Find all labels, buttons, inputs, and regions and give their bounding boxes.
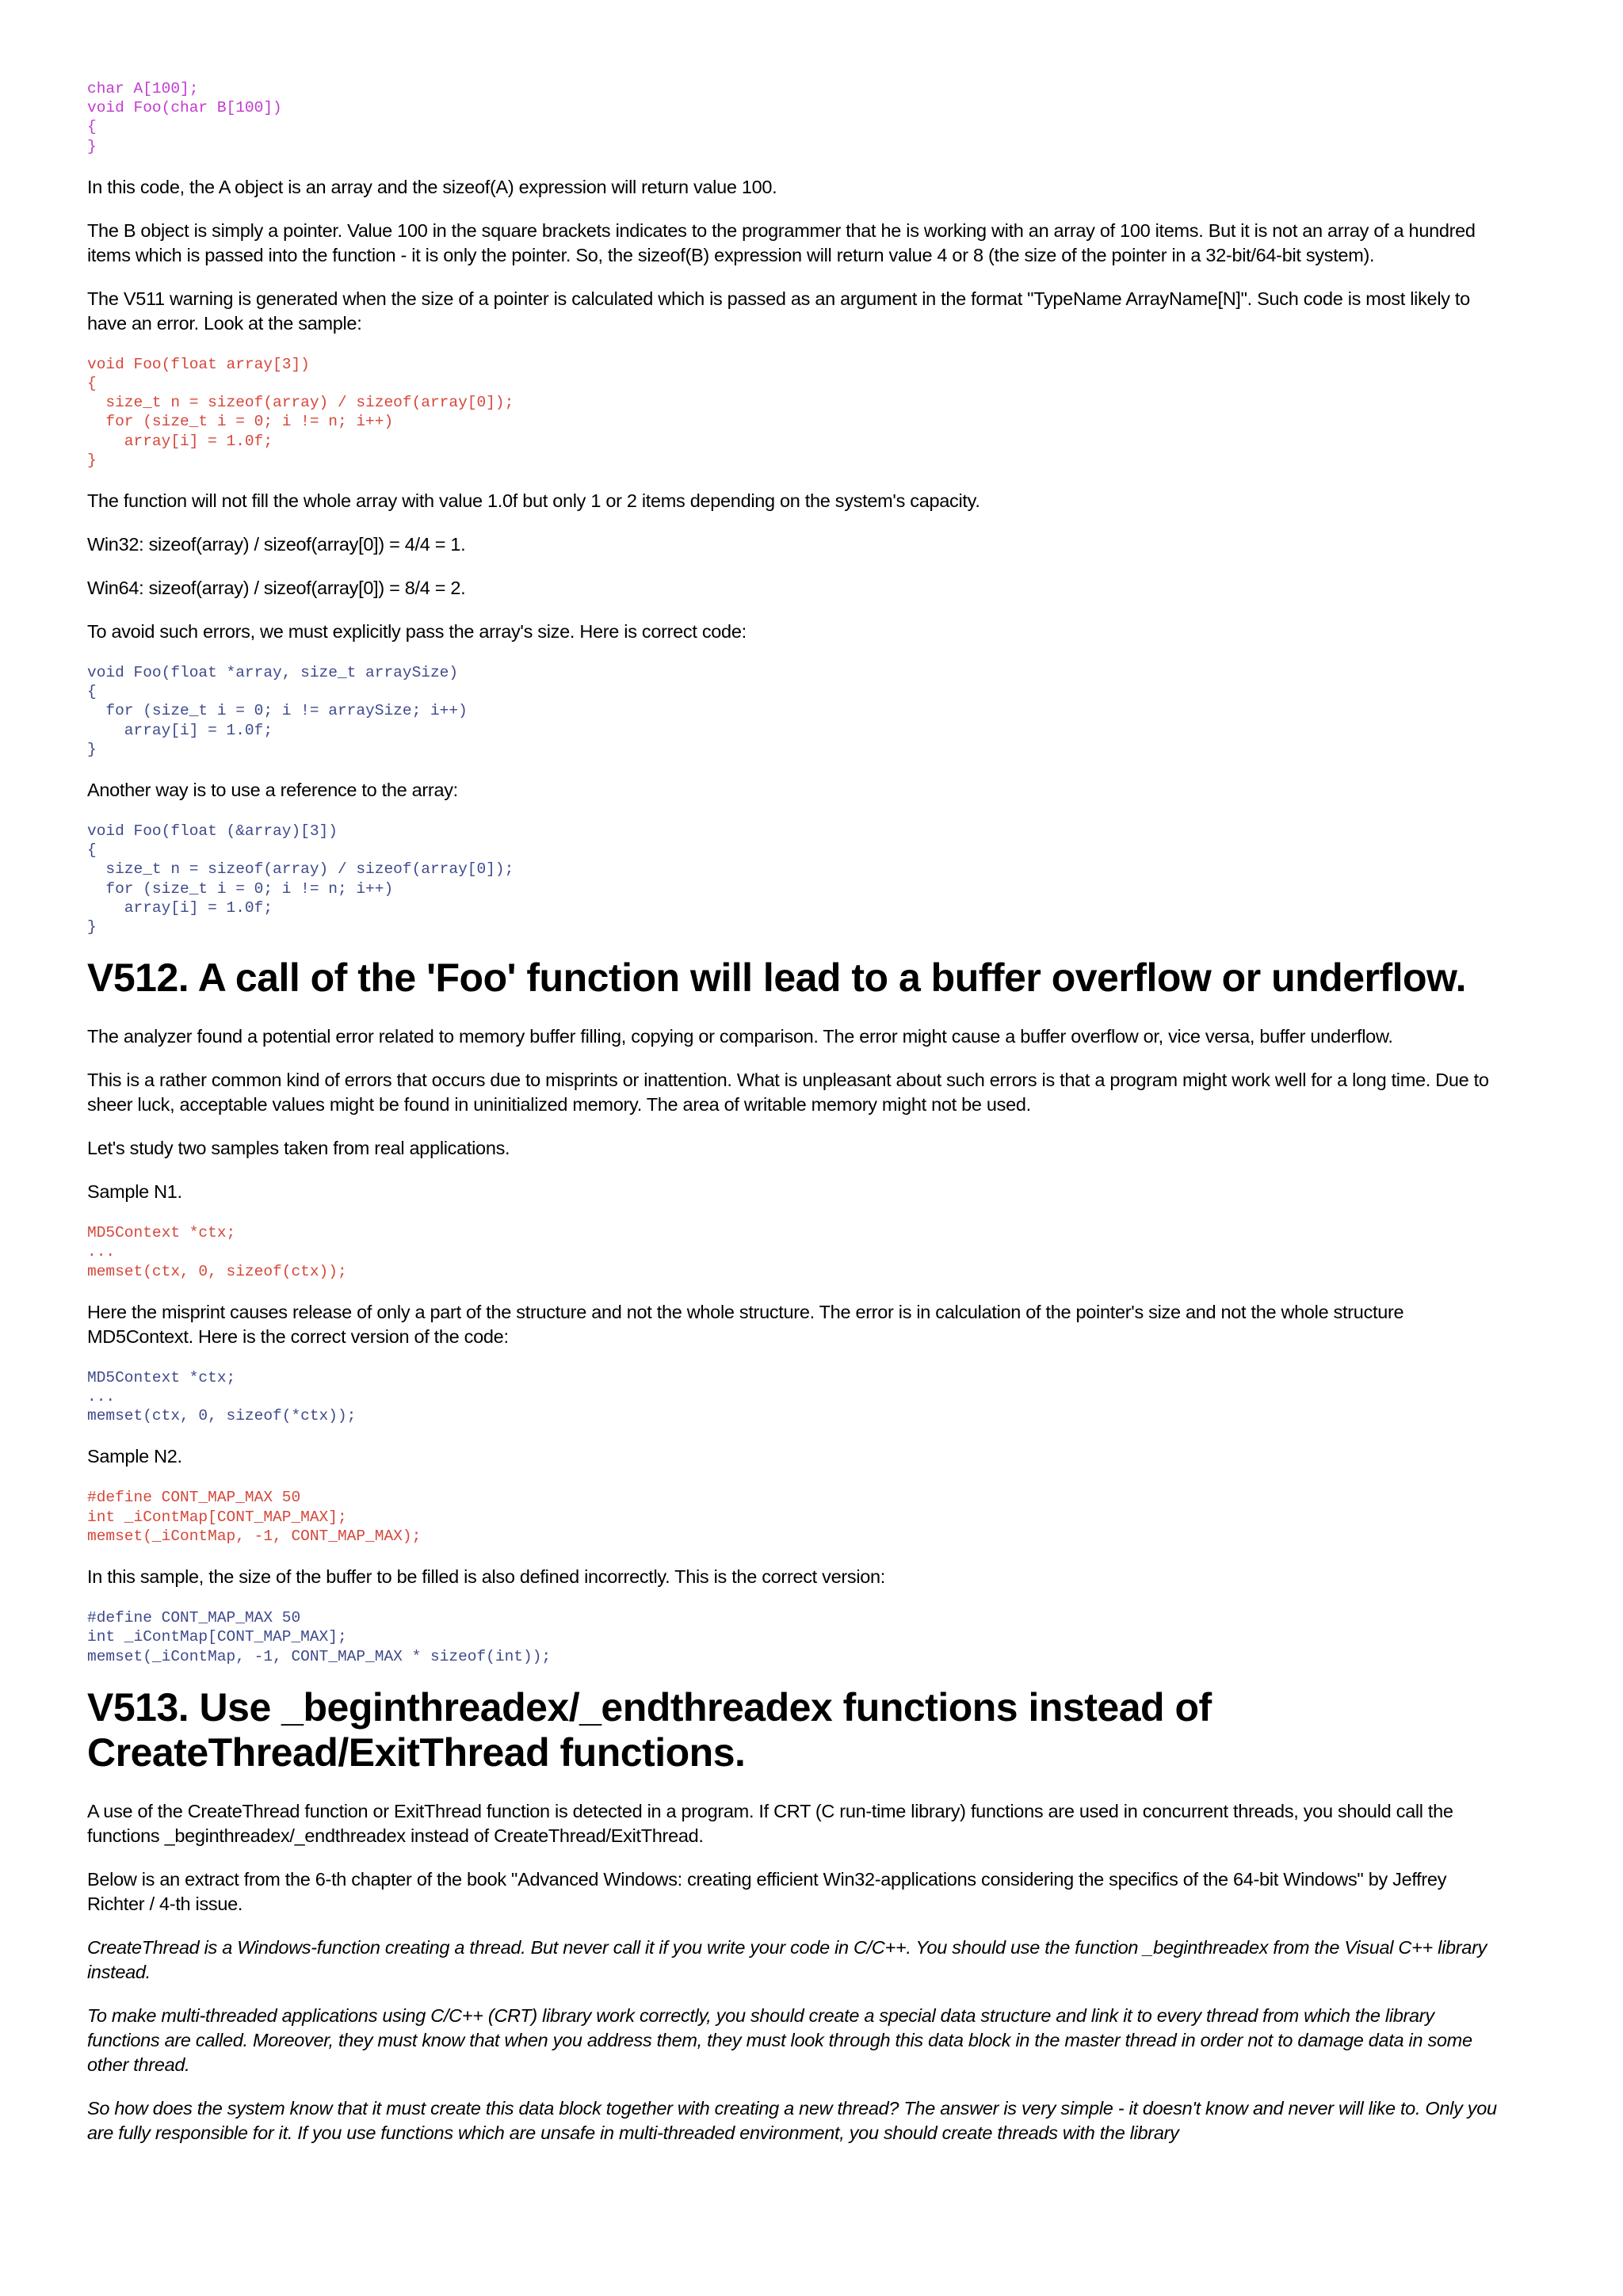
paragraph: To avoid such errors, we must explicitly pass the array's size. Here is correct code: xyxy=(87,621,747,643)
code-line: for (size_t i = 0; i != n; i++) xyxy=(87,879,394,898)
code-line: memset(ctx, 0, sizeof(*ctx)); xyxy=(87,1407,357,1425)
code-block xyxy=(87,355,1506,470)
code-line: size_t n = sizeof(array) / sizeof(array[0]); xyxy=(87,394,514,412)
code-line: for (size_t i = 0; i != arraySize; i++) xyxy=(87,702,468,720)
code-line: memset(_iContMap, -1, CONT_MAP_MAX * sizeof(int)); xyxy=(87,1647,552,1665)
paragraph: A use of the CreateThread function or ExitThread function is detected in a program. If CRT (C run-time library) functions are used in concurrent threads, you should call the functions _beginthreadex/_endthreadex instead of CreateThread/ExitThread. xyxy=(87,1800,1453,1846)
paragraph: In this sample, the size of the buffer to be filled is also defined incorrectly. This is the correct version: xyxy=(87,1566,886,1588)
paragraph: Sample N1. xyxy=(87,1181,182,1203)
code-block xyxy=(87,1368,1506,1426)
quote-paragraph: CreateThread is a Windows-function creating a thread. But never call it if you write your code in C/C++. You should use the function _beginthreadex from the Visual C++ library instead. xyxy=(87,1936,1487,1982)
paragraph: Win32: sizeof(array) / sizeof(array[0]) = 4/4 = 1. xyxy=(87,534,466,555)
code-line: for (size_t i = 0; i != n; i++) xyxy=(87,413,394,431)
code-line: } xyxy=(87,137,97,155)
code-line: { xyxy=(87,118,97,136)
code-line: void Foo(float *array, size_t arraySize) xyxy=(87,664,459,682)
paragraph: Here the misprint causes release of only a part of the structure and not the whole structure. The error is in calculation of the pointer's size and not the whole structure MD5Context. Here is the correct version of the code: xyxy=(87,1301,1404,1347)
code-line: char A[100]; xyxy=(87,80,199,97)
section-heading: V512. A call of the 'Foo' function will lead to a buffer overflow or underflow. xyxy=(87,955,1466,1001)
code-line: { xyxy=(87,841,97,860)
code-block xyxy=(87,1223,1506,1281)
code-block xyxy=(87,1608,1506,1666)
paragraph: The function will not fill the whole array with value 1.0f but only 1 or 2 items depending on the system's capacity. xyxy=(87,490,980,512)
paragraph: Sample N2. xyxy=(87,1446,182,1467)
code-line: memset(ctx, 0, sizeof(ctx)); xyxy=(87,1262,347,1280)
code-line: MD5Context *ctx; xyxy=(87,1368,236,1386)
paragraph: Another way is to use a reference to the array: xyxy=(87,780,458,801)
section-heading: V513. Use _beginthreadex/_endthreadex functions instead of CreateThread/ExitThread functions. xyxy=(87,1684,1212,1775)
code-line: array[i] = 1.0f; xyxy=(87,898,273,917)
code-line: #define CONT_MAP_MAX 50 xyxy=(87,1609,301,1627)
paragraph: The V511 warning is generated when the size of a pointer is calculated which is passed as an argument in the format "TypeName ArrayName[N]". Such code is most likely to have an error. Look at the sample: xyxy=(87,288,1470,334)
code-line: int _iContMap[CONT_MAP_MAX]; xyxy=(87,1508,347,1526)
code-line: void Foo(float (&array)[3]) xyxy=(87,822,338,841)
code-block xyxy=(87,822,1506,936)
code-line: void Foo(float array[3]) xyxy=(87,355,310,373)
code-line: MD5Context *ctx; xyxy=(87,1224,236,1242)
document-page xyxy=(87,79,1506,2164)
code-line: { xyxy=(87,683,97,701)
paragraph: This is a rather common kind of errors that occurs due to misprints or inattention. What is unpleasant about such errors is that a program might work well for a long time. Due to sheer luck, acceptable values might be found in uninitialized memory. The area of writable memory might not be used. xyxy=(87,1070,1489,1116)
code-line: array[i] = 1.0f; xyxy=(87,721,273,739)
code-block xyxy=(87,663,1506,759)
code-line: { xyxy=(87,375,97,393)
quote-paragraph: To make multi-threaded applications using C/C++ (CRT) library work correctly, you should create a special data structure and link it to every thread from which the library functions are called. Moreover, they must know that when you address them, they must look through this data block in the master thread in order not to damage data in some other thread. xyxy=(87,2004,1472,2075)
code-line: #define CONT_MAP_MAX 50 xyxy=(87,1489,301,1507)
code-line: array[i] = 1.0f; xyxy=(87,432,273,450)
code-line: } xyxy=(87,740,97,758)
code-block xyxy=(87,79,1506,156)
code-line: size_t n = sizeof(array) / sizeof(array[0]); xyxy=(87,860,514,879)
paragraph: Win64: sizeof(array) / sizeof(array[0]) = 8/4 = 2. xyxy=(87,578,466,599)
code-line: memset(_iContMap, -1, CONT_MAP_MAX); xyxy=(87,1527,422,1545)
code-line: void Foo(char B[100]) xyxy=(87,99,282,117)
paragraph: The B object is simply a pointer. Value 100 in the square brackets indicates to the programmer that he is working with an array of 100 items. But it is not an array of a hundred items which is passed into the function - it is only the pointer. So, the sizeof(B) expression will return value 4 or 8 (the size of the pointer in a 32-bit/64-bit system). xyxy=(87,219,1476,265)
code-line: ... xyxy=(87,1388,116,1406)
code-line: int _iContMap[CONT_MAP_MAX]; xyxy=(87,1628,347,1646)
code-line: } xyxy=(87,918,97,936)
code-line: } xyxy=(87,451,97,469)
paragraph: In this code, the A object is an array and the sizeof(A) expression will return value 100. xyxy=(87,176,777,197)
paragraph: The analyzer found a potential error related to memory buffer filling, copying or comparison. The error might cause a buffer overflow or, vice versa, buffer underflow. xyxy=(87,1026,1393,1047)
quote-paragraph: So how does the system know that it must create this data block together with creating a new thread? The answer is very simple - it doesn't know and never will like to. Only you are fully responsible for it. If you use functions which are unsafe in multi-threaded environment, you should create threads with the library xyxy=(87,2097,1497,2143)
paragraph: Let's study two samples taken from real applications. xyxy=(87,1138,510,1159)
code-block xyxy=(87,1488,1506,1546)
paragraph: Below is an extract from the 6-th chapter of the book "Advanced Windows: creating efficient Win32-applications considering the specifics of the 64-bit Windows" by Jeffrey Richter / 4-th issue. xyxy=(87,1868,1447,1914)
code-line: ... xyxy=(87,1243,116,1261)
